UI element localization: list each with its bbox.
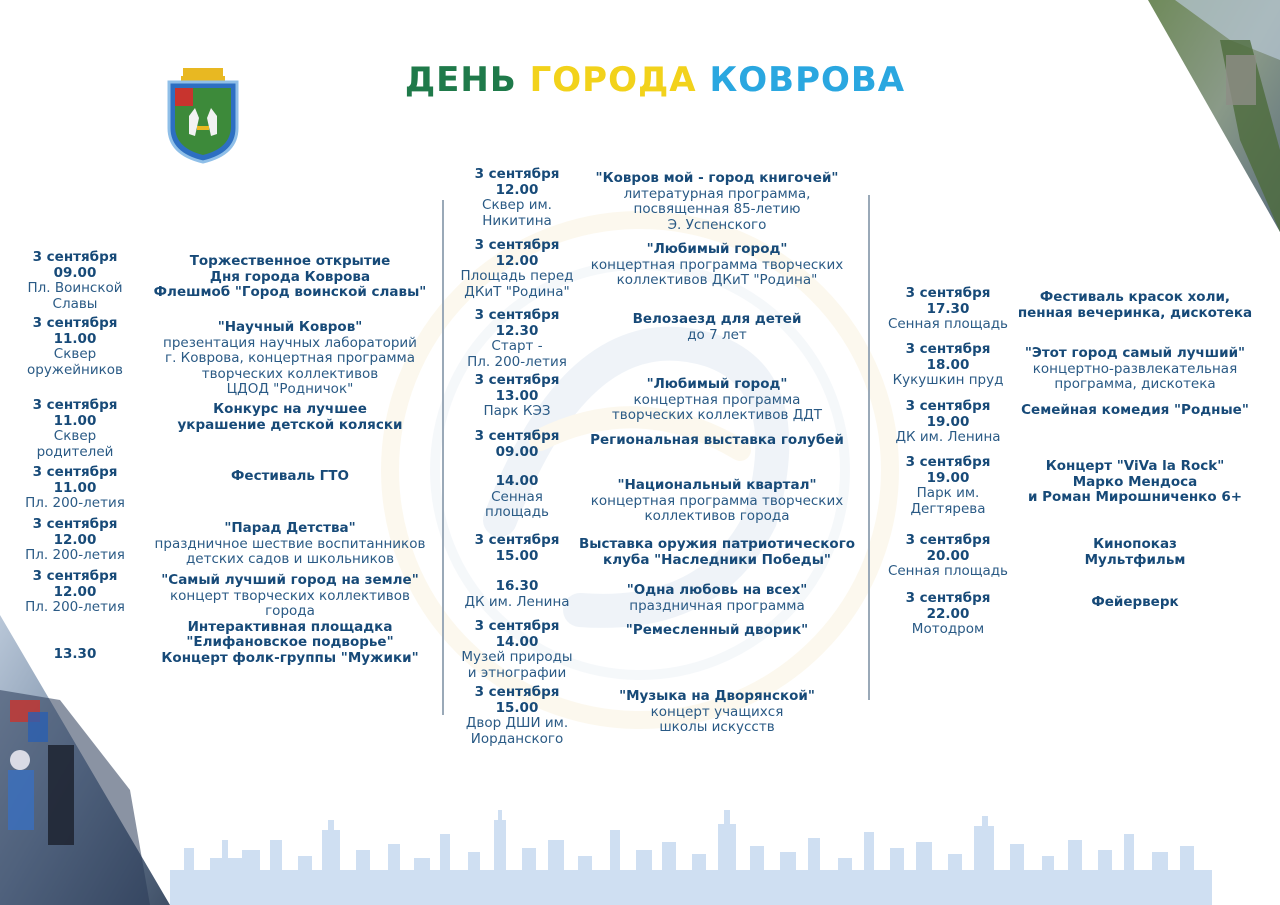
event-description (140, 320, 440, 398)
event-time-place (452, 685, 582, 747)
event-description-line: клуба "Наследники Победы" (603, 551, 831, 568)
event-time-line: 11.00 (53, 479, 97, 496)
event-description-line: Фестиваль красок холи, (1039, 289, 1231, 305)
event-time-line: Сквер (53, 346, 97, 362)
event-time-place (878, 591, 1018, 638)
event-time-line: 19.00 (926, 413, 970, 430)
event-time-line: Старт - (491, 338, 543, 354)
event-description-line: Флешмоб "Город воинской славы" (153, 284, 427, 300)
event-description-line: программа, дискотека (1054, 376, 1216, 392)
event-time-line: 3 сентября (905, 285, 991, 301)
event-time-line: 3 сентября (32, 397, 118, 413)
event-description-line: Фейерверк (1091, 594, 1179, 610)
event-description (572, 242, 862, 289)
event-time-place (452, 533, 582, 564)
event-time-place (452, 308, 582, 370)
event-time-line: 13.00 (495, 387, 539, 404)
event-time-line: 19.00 (926, 469, 970, 486)
event-time-line: 3 сентября (905, 532, 991, 548)
event-time-line: Пл. 200-летия (25, 599, 125, 615)
event-time-line: 3 сентября (32, 315, 118, 331)
event-description-line: концертная программа творческих (590, 256, 844, 273)
event-time-line: Пл. 200-летия (467, 353, 567, 370)
event-time-line: Музей природы (461, 649, 573, 665)
event-description-line: Марко Мендоса (1072, 473, 1198, 490)
event-description (572, 537, 862, 568)
event-description-line: Выставка оружия патриотического (578, 536, 856, 552)
event-time-place (452, 429, 582, 460)
event-description (1000, 346, 1270, 393)
event-description (140, 469, 440, 485)
event-time-line: ДК им. Ленина (895, 429, 1001, 445)
title-word-3: КОВРОВА (709, 60, 906, 100)
event-description-line: "Музыка на Дворянской" (619, 688, 815, 704)
event-time-line: ДК им. Ленина (464, 593, 570, 610)
title-word-1: ДЕНЬ (404, 60, 517, 100)
event-time-line: площадь (485, 504, 549, 520)
event-description (1000, 459, 1270, 506)
event-time-line: Сквер им. (482, 197, 552, 213)
event-description-line: Мультфильм (1084, 551, 1186, 568)
event-description-line: концерт творческих коллективов (170, 587, 410, 604)
event-description-line: Семейная комедия "Родные" (1021, 402, 1249, 418)
event-description (572, 312, 862, 343)
event-time-line: Площадь перед (460, 268, 574, 284)
event-time-place (10, 398, 140, 460)
event-description (572, 623, 862, 639)
event-description (572, 377, 862, 424)
event-time-line: 3 сентября (905, 454, 991, 470)
event-description-line: украшение детской коляски (177, 416, 403, 433)
event-time-line: Пл. Воинской (27, 280, 123, 296)
event-description-line: города (265, 603, 315, 619)
event-time-line: ДКиТ "Родина" (464, 283, 570, 300)
event-time-place (878, 455, 1018, 517)
event-time-line: 16.30 (495, 578, 539, 594)
column-divider-right (868, 195, 870, 700)
event-time-place (10, 517, 140, 564)
event-description-line: презентация научных лабораторий (163, 334, 417, 351)
event-time-place (452, 474, 582, 521)
title-word-2: ГОРОДА (529, 60, 697, 100)
event-description (140, 254, 440, 301)
event-time-line: 11.00 (53, 330, 97, 347)
event-description-line: концертная программа (633, 391, 801, 408)
event-time-line: 3 сентября (474, 684, 560, 700)
event-description-line: творческих коллективов (201, 365, 379, 382)
event-time-line: 3 сентября (905, 590, 991, 606)
event-time-line: 3 сентября (474, 428, 560, 444)
event-time-place (878, 533, 1018, 580)
event-description-line: до 7 лет (687, 326, 747, 343)
coat-of-arms-icon (165, 66, 241, 164)
event-time-line: Мотодром (911, 621, 985, 637)
event-description-line: "Любимый город" (646, 241, 788, 257)
event-description-line: Дня города Коврова (209, 268, 371, 285)
event-description-line: Велозаезд для детей (632, 311, 802, 327)
event-time-line: 11.00 (53, 412, 97, 429)
event-description-line: литературная программа, (623, 185, 811, 202)
event-time-line: Никитина (482, 212, 552, 229)
event-description-line: детских садов и школьников (185, 551, 395, 567)
event-time-line: Иорданского (470, 730, 564, 747)
event-time-line: Двор ДШИ им. (465, 715, 569, 731)
event-time-line: оружейников (26, 361, 124, 378)
event-description-line: Концерт "ViVa la Rock" (1045, 458, 1225, 474)
event-description-line: Фестиваль ГТО (231, 468, 349, 484)
event-description-line: Торжественное открытие (189, 253, 391, 269)
event-description-line: "Самый лучший город на земле" (161, 572, 419, 588)
event-description-line: коллективов города (644, 508, 790, 524)
event-description-line: коллективов ДКиТ "Родина" (616, 272, 818, 288)
event-time-line: 12.00 (495, 181, 539, 198)
event-description-line: посвященная 85-летию (633, 201, 801, 217)
event-time-place (452, 373, 582, 420)
event-time-line: 3 сентября (32, 516, 118, 532)
event-time-place (10, 316, 140, 378)
event-time-line: 12.30 (495, 322, 539, 339)
event-description-line: и Роман Мирошниченко 6+ (1027, 489, 1243, 505)
event-description-line: концертно-развлекательная (1032, 360, 1238, 377)
event-description (140, 402, 440, 433)
event-time-line: 3 сентября (905, 398, 991, 414)
event-time-line: 12.00 (53, 583, 97, 600)
event-time-line: 3 сентября (32, 249, 118, 265)
column-divider-left (442, 200, 444, 715)
event-description-line: "Национальный квартал" (617, 477, 817, 493)
event-description (140, 651, 440, 667)
event-description-line: "Ковров мой - город книгочей" (595, 170, 839, 186)
event-time-place (10, 465, 140, 512)
event-description (572, 583, 862, 614)
event-description-line: ЦДОД "Родничок" (226, 381, 354, 397)
event-time-place (452, 579, 582, 610)
event-time-line: Пл. 200-летия (25, 547, 125, 563)
event-time-line: 12.00 (53, 531, 97, 548)
event-time-line: 3 сентября (32, 568, 118, 584)
event-time-line: 22.00 (926, 605, 970, 622)
event-time-place (10, 647, 140, 663)
event-time-line: 3 сентября (474, 237, 560, 253)
event-description (1000, 595, 1270, 611)
event-description-line: "Ремесленный дворик" (625, 622, 809, 638)
event-description-line: "Любимый город" (646, 376, 788, 392)
event-description (572, 478, 862, 525)
event-description (1000, 537, 1270, 568)
poster-title (330, 58, 980, 102)
event-time-line: Парк им. (916, 485, 980, 501)
event-description-line: концертная программа творческих (590, 492, 844, 509)
event-description-line: пенная вечеринка, дискотека (1017, 304, 1253, 321)
event-description-line: "Елифановское подворье" (186, 634, 394, 650)
event-description-line: праздничное шествие воспитанников (154, 535, 426, 552)
event-time-line: 15.00 (495, 547, 539, 564)
event-time-line: 15.00 (495, 699, 539, 716)
event-description-line: школы искусств (659, 719, 775, 735)
event-time-line: Дегтярева (910, 500, 986, 517)
event-time-line: Сенная (491, 488, 543, 505)
city-skyline-decoration (0, 810, 1280, 905)
event-time-place (878, 286, 1018, 333)
event-description-line: г. Коврова, концертная программа (164, 350, 416, 366)
event-time-line: 14.00 (495, 473, 539, 489)
event-description (572, 689, 862, 736)
event-time-place (878, 342, 1018, 389)
event-time-line: 13.30 (53, 646, 97, 662)
event-time-place (10, 569, 140, 616)
event-time-line: 17.30 (926, 300, 970, 317)
event-description-line: праздничная программа (629, 597, 805, 614)
event-time-line: 09.00 (495, 443, 539, 460)
event-description-line: Кинопоказ (1093, 536, 1177, 552)
event-description-line: Концерт фолк-группы "Мужики" (161, 650, 419, 666)
event-time-line: Славы (52, 295, 98, 312)
event-time-line: Пл. 200-летия (25, 495, 125, 511)
event-time-place (452, 238, 582, 300)
event-description-line: Э. Успенского (667, 216, 767, 233)
event-description (1000, 290, 1270, 321)
event-description (140, 521, 440, 568)
event-time-line: Сенная площадь (887, 563, 1009, 579)
event-description-line: "Этот город самый лучший" (1024, 345, 1246, 361)
event-description (572, 171, 862, 233)
event-description (1000, 403, 1270, 419)
event-description-line: "Парад Детства" (224, 520, 356, 536)
event-description-line: творческих коллективов ДДТ (611, 407, 823, 423)
event-description-line: Региональная выставка голубей (590, 432, 844, 448)
event-time-line: 3 сентября (905, 341, 991, 357)
event-description (572, 433, 862, 449)
event-description-line: Интерактивная площадка (187, 618, 393, 635)
event-time-place (878, 399, 1018, 446)
event-time-line: родителей (36, 443, 114, 460)
event-time-line: 09.00 (53, 264, 97, 281)
event-time-line: 3 сентября (474, 618, 560, 634)
event-time-place (452, 167, 582, 229)
event-time-line: 20.00 (926, 547, 970, 564)
event-description-line: концерт учащихся (650, 703, 784, 720)
event-time-line: 3 сентября (32, 464, 118, 480)
event-time-line: 14.00 (495, 633, 539, 650)
event-description (140, 573, 440, 651)
event-time-line: 12.00 (495, 252, 539, 269)
event-time-line: Сенная площадь (887, 316, 1009, 332)
event-description-line: "Одна любовь на всех" (626, 582, 808, 598)
event-time-place (452, 619, 582, 681)
event-time-line: 3 сентября (474, 307, 560, 323)
event-time-line: Кукушкин пруд (892, 372, 1004, 388)
event-time-line: 3 сентября (474, 372, 560, 388)
event-time-line: Парк КЭЗ (483, 403, 551, 419)
event-time-line: 18.00 (926, 356, 970, 373)
event-time-line: и этнографии (467, 664, 567, 681)
event-time-line: 3 сентября (474, 532, 560, 548)
event-time-line: 3 сентября (474, 166, 560, 182)
event-description-line: Конкурс на лучшее (213, 401, 367, 417)
event-time-place (10, 250, 140, 312)
event-time-line: Сквер (53, 428, 97, 444)
event-description-line: "Научный Ковров" (217, 319, 363, 335)
